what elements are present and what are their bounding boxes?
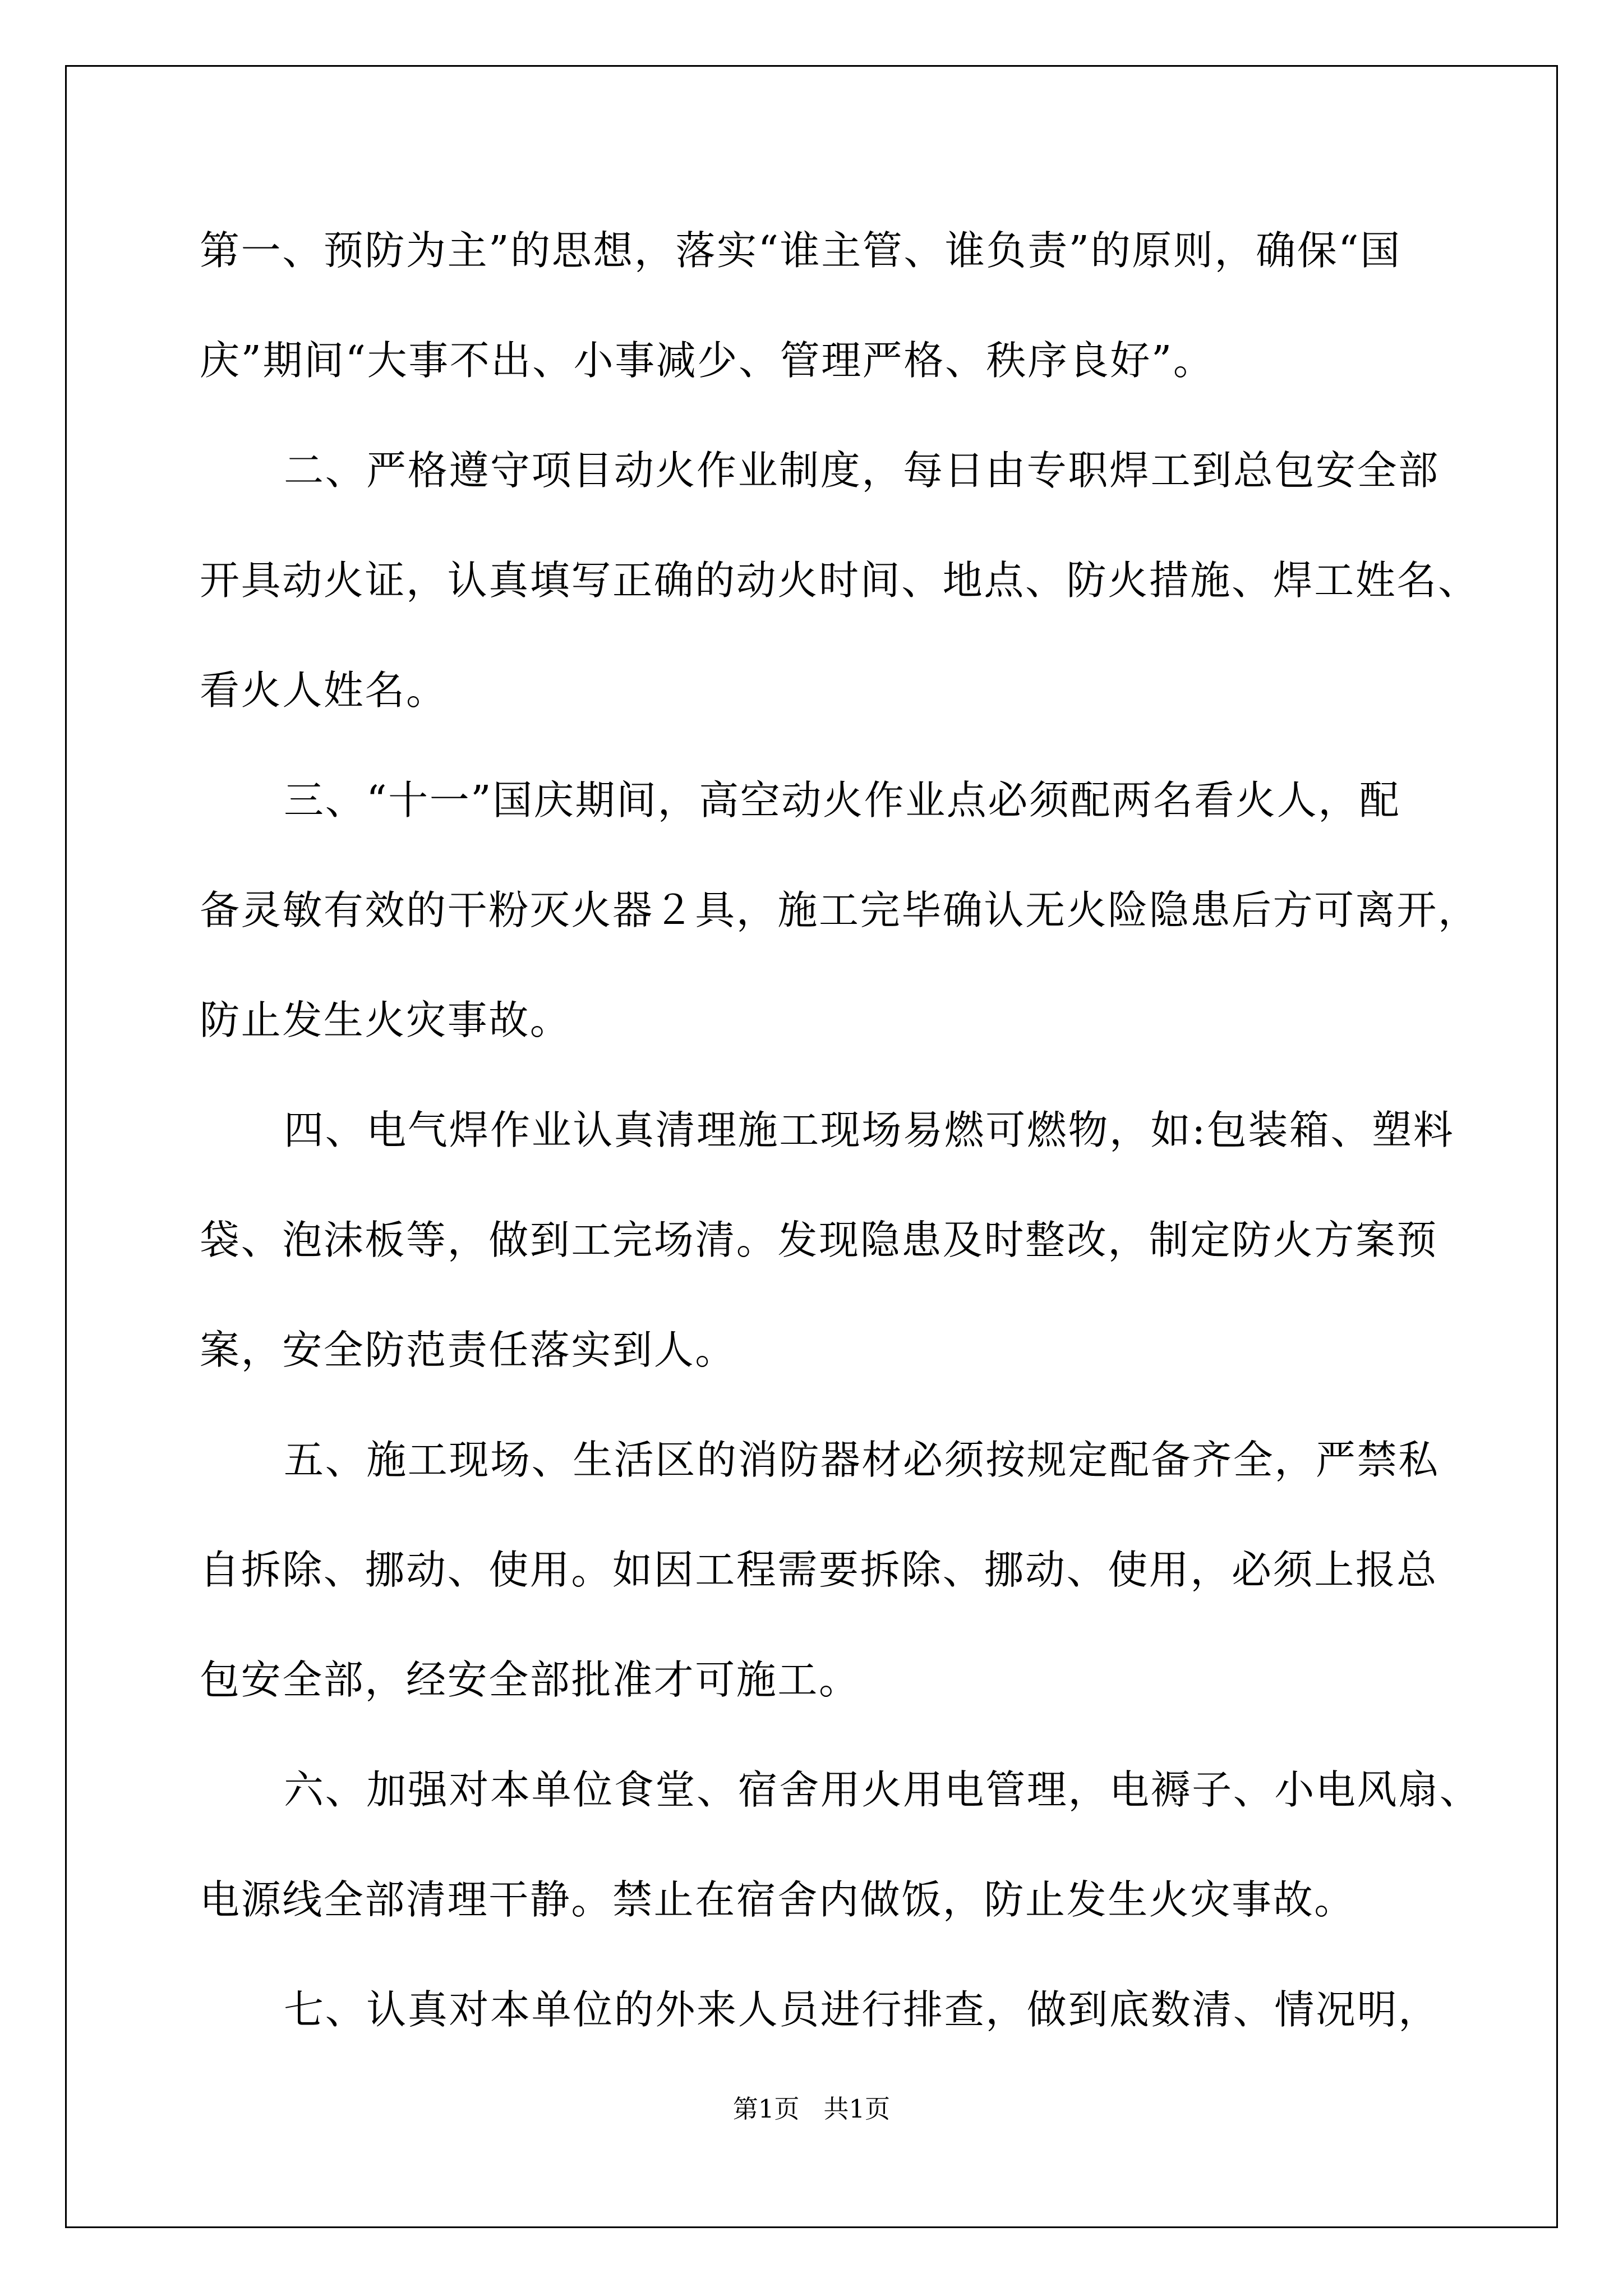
text-line: 七、认真对本单位的外来人员进行排查，做到底数清、情况明，: [284, 1986, 1440, 2033]
text-line: 袋、泡沫板等，做到工完场清。发现隐患及时整改，制定防火方案预: [200, 1217, 1438, 1263]
text-line: 开具动火证，认真填写正确的动火时间、地点、防火措施、焊工姓名、: [200, 557, 1479, 604]
text-line: 庆”期间“大事不出、小事减少、管理严格、秩序良好”。: [200, 337, 1215, 384]
text-line: 五、施工现场、生活区的消防器材必须按规定配备齐全，严禁私: [284, 1437, 1440, 1483]
text-line: 四、电气焊作业认真清理施工现场易燃可燃物，如:包装箱、塑料: [284, 1107, 1455, 1153]
text-line: 包安全部，经安全部批准才可施工。: [200, 1657, 860, 1703]
text-line: 电源线全部清理干静。禁止在宿舍内做饭，防止发生火灾事故。: [200, 1876, 1355, 1923]
text-lines: [200, 216, 1481, 2085]
text-line: 看火人姓名。: [200, 667, 448, 714]
text-line: 三、“十一”国庆期间，高空动火作业点必须配两名看火人，配: [284, 777, 1401, 823]
text-line: 备灵敏有效的干粉灭火器２具，施工完毕确认无火险隐患后方可离开，: [200, 887, 1479, 933]
text-line: 六、加强对本单位食堂、宿舍用火用电管理，电褥子、小电风扇、: [284, 1766, 1481, 1813]
document-body: [200, 216, 1481, 2085]
text-line: 案，安全防范责任落实到人。: [200, 1327, 736, 1373]
text-line: 防止发生火灾事故。: [200, 997, 571, 1043]
page-number-footer: 第1页 共1页: [732, 2094, 891, 2124]
text-line: 第一、预防为主”的思想，落实“谁主管、谁负责”的原则，确保“国: [200, 227, 1401, 274]
text-line: 二、严格遵守项目动火作业制度，每日由专职焊工到总包安全部: [284, 447, 1440, 494]
text-line: 自拆除、挪动、使用。如因工程需要拆除、挪动、使用，必须上报总: [200, 1547, 1438, 1593]
